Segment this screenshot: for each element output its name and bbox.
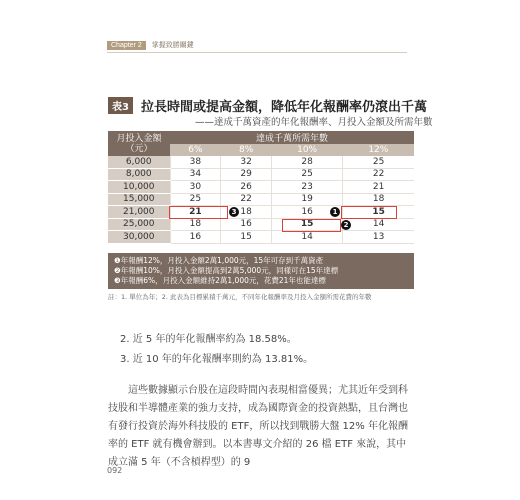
- table-row: [108, 168, 414, 181]
- value-cell: 28: [272, 156, 343, 168]
- value-cell: 18: [170, 218, 221, 231]
- marker-2: 2: [341, 220, 351, 230]
- value-cell: 14: [343, 218, 414, 231]
- table-row: [108, 181, 414, 194]
- value-cell-highlight: 15: [343, 206, 414, 219]
- highlight-box-3: [169, 206, 228, 219]
- rate-header: 10%: [272, 144, 343, 156]
- value-cell: 29: [221, 168, 272, 181]
- amount-cell: 21,000: [108, 206, 170, 219]
- table-footnote: 註：1. 單位為年；2. 此表為目標累積千萬元，不同年化報酬率及月投入金額所需花費的年數: [108, 293, 372, 301]
- table-row: [108, 193, 414, 206]
- value-cell-highlight: 21: [170, 206, 221, 219]
- value-cell-highlight: 15: [272, 218, 343, 231]
- table-row: [108, 218, 414, 231]
- header-divider: [107, 52, 407, 53]
- value-cell: 38: [170, 156, 221, 168]
- highlight-box-1: [341, 206, 397, 219]
- value-cell: 21: [343, 181, 414, 194]
- value-cell: 18: [343, 193, 414, 206]
- rate-header: 6%: [170, 144, 221, 156]
- value-cell: 23: [272, 181, 343, 194]
- col-header-rate: 達成千萬所需年數: [170, 131, 414, 144]
- notes-box: [108, 253, 414, 289]
- rate-header: 8%: [221, 144, 272, 156]
- amount-cell: 10,000: [108, 181, 170, 194]
- amount-cell: 6,000: [108, 156, 170, 168]
- page-number: 092: [107, 466, 123, 475]
- body-paragraph: 這些數據顯示台股在這段時間內表現相當優異；尤其近年受到科技股和半導體產業的強力支持，成為國際資金的投資熱點，且台灣也有發行投資於海外科技股的 ETF，所以找到戰勝大盤 12% 年化報酬率的 ETF 就有機會辦到。以本書專文介紹的 26 檔 ETF 來說，其中成立滿 5 年（不含槓桿型）的 9: [108, 385, 408, 468]
- amount-cell: 30,000: [108, 231, 170, 244]
- marker-1: 1: [330, 207, 340, 217]
- data-table: [108, 131, 414, 244]
- chapter-tag: Chapter 2: [107, 41, 146, 50]
- value-cell: 15: [221, 231, 272, 244]
- note-line: ❸年報酬6%，月投入金額維持2萬1,000元，花費21年也能達標: [114, 276, 326, 285]
- note-line: ❷年報酬10%，月投入金額提高到2萬5,000元，同樣可在15年達標: [114, 266, 339, 275]
- marker-3: 3: [229, 207, 239, 217]
- chapter-header: [107, 40, 194, 50]
- amount-cell: 25,000: [108, 218, 170, 231]
- amount-cell: 15,000: [108, 193, 170, 206]
- value-cell: 16: [170, 231, 221, 244]
- rate-header: 12%: [343, 144, 414, 156]
- list-item: 3. 近 10 年的年化報酬率則約為 13.81%。: [120, 354, 314, 365]
- note-line: ❶年報酬12%，月投入金額2萬1,000元，15年可存到千萬資產: [114, 256, 324, 265]
- value-cell: 25: [170, 193, 221, 206]
- value-cell: 30: [170, 181, 221, 194]
- value-cell: 16: [272, 206, 343, 219]
- value-cell: 16: [221, 218, 272, 231]
- value-cell: 32: [221, 156, 272, 168]
- table-heading: 拉長時間或提高金額，降低年化報酬率仍滾出千萬: [140, 100, 427, 115]
- value-cell: 19: [272, 193, 343, 206]
- chapter-title: 掌握致勝關鍵: [151, 41, 194, 49]
- value-cell: 14: [272, 231, 343, 244]
- value-cell: 22: [221, 193, 272, 206]
- value-cell: 34: [170, 168, 221, 181]
- table-subtitle: ——達成千萬資產的年化報酬率、月投入金額及所需年數: [195, 117, 433, 128]
- table-row: [108, 156, 414, 168]
- table-title: [108, 96, 427, 115]
- highlight-box-2: [282, 219, 341, 232]
- amount-cell: 8,000: [108, 168, 170, 181]
- list-item: 2. 近 5 年的年化報酬率約為 18.58%。: [120, 334, 297, 345]
- value-cell: 25: [343, 156, 414, 168]
- table-row: [108, 231, 414, 244]
- table-badge: 表3: [108, 97, 133, 114]
- value-cell: 18: [221, 206, 272, 219]
- bullet-list: [120, 330, 313, 370]
- value-cell: 25: [272, 168, 343, 181]
- value-cell: 13: [343, 231, 414, 244]
- col-header-amount: 月投入金額（元）: [108, 131, 170, 156]
- value-cell: 26: [221, 181, 272, 194]
- value-cell: 22: [343, 168, 414, 181]
